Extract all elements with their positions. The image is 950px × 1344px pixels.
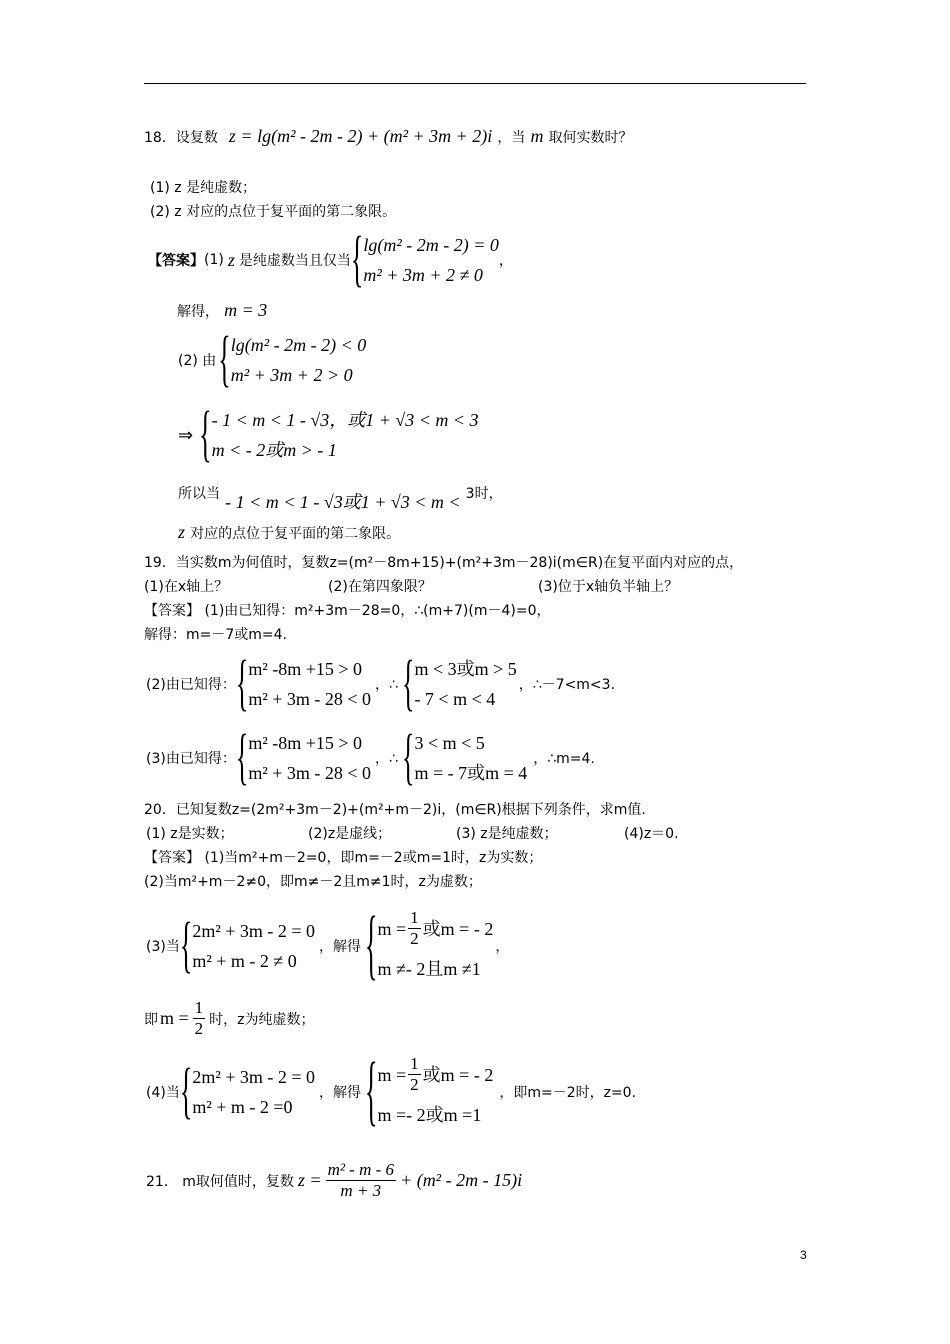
q18-ans1-var: z [227, 249, 235, 270]
q20-a4-row3-a: m = [377, 1064, 407, 1085]
q18-lead: 18．设复数 [144, 130, 218, 146]
q21-lead: 21． m取何值时，复数 [146, 1173, 294, 1190]
q19-a3-pre: (3)由已知得： [146, 751, 236, 767]
q18-ans2-system: { lg(m² - 2m - 2) < 0 m² + 3m + 2 > 0 [218, 324, 367, 394]
header-rule [144, 83, 806, 84]
q19-answer1: 【答案】 (1)由已知得：m²+3m－28=0，∴(m+7)(m－4)=0， [144, 603, 551, 619]
q20-a4-mid: ，解得 [319, 1085, 362, 1101]
q18-so-time: 时， [474, 486, 503, 502]
q19-a3-system2: { 3 < m < 5 m = - 7或m = 4 [401, 722, 528, 792]
q18-so-formula: - 1 < m < 1 - √3或1 + √3 < m < [225, 492, 461, 512]
q19-a2-system1: { m² -8m +15 > 0 m² + 3m - 28 < 0 [235, 648, 372, 718]
q18-ans1-system: { lg(m² - 2m - 2) = 0 m² + 3m + 2 ≠ 0 [350, 224, 499, 294]
fraction-den: 2 [194, 1019, 204, 1038]
q21-fraction-num: m² - m - 6 [327, 1160, 395, 1179]
fraction-den: 2 [410, 929, 419, 948]
q18-ans1-row2: m² + 3m + 2 ≠ 0 [363, 265, 483, 285]
fraction-num: 1 [410, 1054, 419, 1073]
q20-a3-end: ， [495, 939, 510, 955]
q18-so [178, 478, 503, 512]
q20-a3-row4: m ≠- 2且m ≠1 [377, 959, 481, 979]
q20-a3-system2: { m = $\frac{1}{2}$ 或m = - 2 m ≠- 2且m ≠1 [365, 901, 494, 988]
q19-answer3 [146, 722, 595, 792]
q18-part1: (1) z 是纯虚数； [150, 180, 257, 196]
q21-stem [146, 1160, 522, 1201]
q19-solve1: 解得：m=－7或m=4. [144, 627, 288, 643]
q18-ans2-row2: m² + 3m + 2 > 0 [230, 365, 353, 385]
q18-var: m [530, 126, 544, 146]
q19-part3: (3)位于x轴负半轴上？ [538, 579, 679, 595]
fraction-one-half [408, 1054, 421, 1095]
fraction-den: 2 [410, 1075, 419, 1094]
q20-answer3 [146, 901, 510, 988]
q18-answer1 [148, 224, 513, 294]
answer-label: 【答案】 [148, 253, 204, 269]
q19-part2: (2)在第四象限？ [328, 579, 432, 595]
q20-answer1: 【答案】 (1)当m²+m－2=0，即m=－2或m=1时，z为实数； [144, 850, 543, 866]
q18-formula: z = lg(m² - 2m - 2) + (m² + 3m + 2)i [228, 126, 493, 146]
q19-a3-row2: m² + 3m - 28 < 0 [248, 763, 372, 783]
q18-ans1-row1: lg(m² - 2m - 2) = 0 [363, 235, 499, 255]
q20-ji [144, 998, 315, 1039]
fraction-num: 1 [410, 908, 419, 927]
q18-concl-var: z [178, 522, 186, 542]
q20-part1: (1) z是实数； [146, 826, 234, 842]
q18-ans1-comma: ， [498, 253, 513, 269]
q21-fraction-den: m + 3 [340, 1181, 382, 1200]
q20-ji-pre: 即 [144, 1011, 158, 1028]
q18-imp-row1: - 1 < m < 1 - √3，或1 + √3 < m < 3 [211, 410, 479, 430]
q21-fraction [326, 1160, 396, 1201]
q19-a2-row1: m² -8m +15 > 0 [248, 659, 363, 679]
q19-a3-system1: { m² -8m +15 > 0 m² + 3m - 28 < 0 [235, 722, 372, 792]
q18-concl-text: 对应的点位于复平面的第二象限。 [190, 526, 401, 542]
q20-a4-row2: m² + m - 2 =0 [192, 1097, 293, 1117]
q20-answer2: (2)当m²+m－2≠0，即m≠－2且m≠1时，z为虚数； [144, 874, 482, 890]
q19-a2-pre: (2)由已知得： [146, 677, 236, 693]
q19-answer2 [146, 648, 616, 718]
q20-part4: (4)z＝0. [624, 826, 679, 842]
q20-part3: (3) z是纯虚数； [456, 826, 558, 842]
q18-stem [144, 126, 633, 147]
q20-a3-row3-b: 或m = - 2 [422, 918, 494, 939]
q20-a4-pre: (4)当 [146, 1085, 180, 1101]
fraction-one-half [408, 908, 421, 949]
q20-a4-row1: 2m² + 3m - 2 = 0 [192, 1067, 316, 1087]
q21-z-eq: z = [297, 1170, 322, 1190]
q20-a4-row4: m =- 2或m =1 [377, 1105, 482, 1125]
q19-a2-end: ，∴－7<m<3. [518, 677, 616, 693]
q19-a2-mid: ，∴ [375, 677, 398, 693]
q18-part2: (2) z 对应的点位于复平面的第二象限。 [150, 204, 397, 220]
q18-solve-label: 解得， [177, 304, 219, 320]
q18-imp-row2: m < - 2或m > - 1 [211, 440, 337, 460]
q20-answer4 [146, 1047, 637, 1134]
q20-a3-pre: (3)当 [146, 939, 180, 955]
q20-a4-end: ，即m=－2时，z=0. [499, 1085, 637, 1101]
q20-a3-row1: 2m² + 3m - 2 = 0 [192, 921, 316, 941]
q19-a2-row3: m < 3或m > 5 [414, 659, 517, 679]
q21-tail: + (m² - 2m - 15)i [400, 1170, 523, 1190]
q19-a3-mid: ，∴ [375, 751, 398, 767]
q20-ji-text: 时，z为纯虚数； [209, 1011, 315, 1028]
q20-stem: 20．已知复数z=(2m²+3m－2)+(m²+m－2)i，(m∈R)根据下列条件，求m值. [144, 802, 646, 818]
q18-tail: 取何实数时？ [548, 130, 633, 146]
q19-a3-row4: m = - 7或m = 4 [414, 763, 528, 783]
fraction-num: 1 [194, 998, 204, 1017]
q19-a3-row3: 3 < m < 5 [414, 733, 485, 753]
q20-ji-m: m = [160, 1008, 189, 1028]
q20-a3-row2: m² + m - 2 ≠ 0 [192, 951, 297, 971]
q19-a3-row1: m² -8m +15 > 0 [248, 733, 363, 753]
q19-a3-end: ，∴m=4. [533, 751, 595, 767]
q18-solve-value: m = 3 [224, 300, 268, 320]
q19-a2-system2: { m < 3或m > 5 - 7 < m < 4 [401, 648, 517, 718]
q19-a2-row4: - 7 < m < 4 [414, 689, 496, 709]
q20-part2: (2)z是虚线； [308, 826, 392, 842]
page-number: 3 [800, 1248, 807, 1262]
q20-a4-row3-b: 或m = - 2 [422, 1064, 494, 1085]
q20-a3-system1: { 2m² + 3m - 2 = 0 m² + m - 2 ≠ 0 [179, 910, 316, 980]
q18-so-label: 所以当 [178, 486, 220, 502]
q20-a4-system1: { 2m² + 3m - 2 = 0 m² + m - 2 =0 [179, 1056, 316, 1126]
q18-conclusion [178, 522, 400, 543]
q19-stem: 19．当实数m为何值时，复数z=(m²－8m+15)+(m²+3m－28)i(m∈R)在复平面内对应的点， [144, 555, 744, 571]
q18-ans2-row1: lg(m² - 2m - 2) < 0 [230, 335, 367, 355]
q18-ans1-text: 是纯虚数当且仅当 [238, 253, 351, 269]
q20-a4-system2: { m = $\frac{1}{2}$ 或m = - 2 m =- 2或m =1 [365, 1047, 494, 1134]
q18-ans2-pre: (2) 由 [178, 353, 217, 369]
q18-ans1-pre: (1) [204, 252, 224, 268]
q18-mid: ，当 [497, 130, 526, 146]
q19-a2-row2: m² + 3m - 28 < 0 [248, 689, 372, 709]
q20-a3-row3-a: m = [377, 918, 407, 939]
q20-a3-mid: ，解得 [319, 939, 362, 955]
implies-symbol: ⇒ [178, 424, 194, 445]
q18-implication [178, 399, 479, 469]
q18-imp-system: { - 1 < m < 1 - √3，或1 + √3 < m < 3 m < - 2或m > - 1 [199, 399, 479, 469]
q18-so-three: 3 [465, 486, 475, 502]
q19-part1: (1)在x轴上？ [144, 579, 229, 595]
fraction-one-half [193, 998, 206, 1039]
